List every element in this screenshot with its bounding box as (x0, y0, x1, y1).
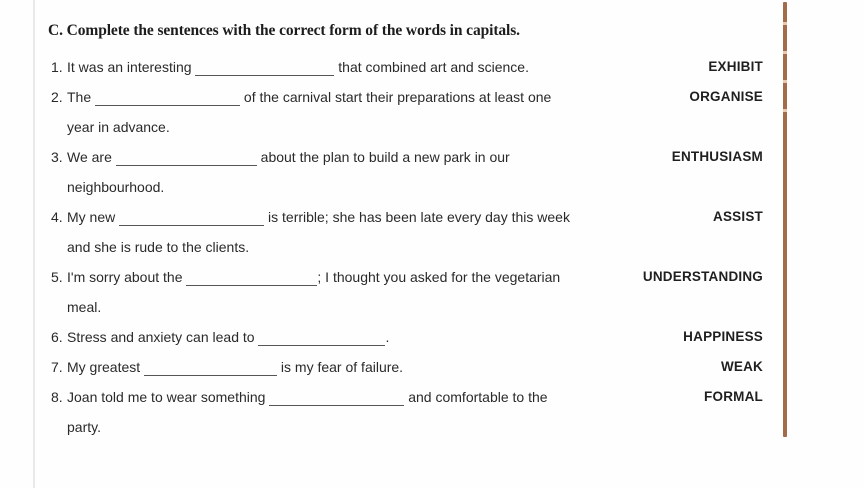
exercise-item (48, 322, 763, 352)
sentence-line (67, 412, 704, 442)
sentence-text: and she is rude to the clients. (67, 239, 250, 255)
item-sentence (67, 82, 689, 142)
sentence-text: ; I thought you asked for the vegetarian (317, 269, 561, 285)
sentence-line (67, 322, 683, 352)
sentence-line (67, 52, 708, 82)
item-capital-word: EXHIBIT (708, 59, 763, 74)
sentence-text: My new (67, 209, 120, 225)
sentence-text: We are (67, 149, 116, 165)
sentence-text: It was an interesting (67, 59, 196, 75)
exercise-title: C. Complete the sentences with the correct form of the words in capitals. (48, 22, 520, 39)
exercise-item (48, 82, 763, 142)
sentence-text: and comfortable to the (404, 389, 548, 405)
sentence-line (67, 142, 672, 172)
sentence-text: Joan told me to wear something (67, 389, 270, 405)
border-notch (783, 109, 787, 112)
sentence-line (67, 292, 643, 322)
exercise-item (48, 352, 763, 382)
sentence-text: is my fear of failure. (277, 359, 404, 375)
sentence-text: is terrible; she has been late every day this week (264, 209, 570, 225)
item-sentence (67, 52, 708, 82)
sentence-line (67, 82, 689, 112)
sentence-text: My greatest (67, 359, 145, 375)
border-notch (783, 80, 787, 83)
item-number: 8. (51, 389, 63, 405)
sentence-text: year in advance. (67, 119, 170, 135)
item-sentence (67, 262, 643, 322)
left-page-edge-line (33, 0, 35, 488)
sentence-text: The (67, 89, 96, 105)
item-capital-word: WEAK (720, 359, 763, 374)
exercise-item (48, 382, 763, 442)
border-notch (783, 51, 787, 54)
item-sentence (67, 142, 672, 202)
exercise-item-list (48, 52, 763, 442)
item-number: 7. (51, 359, 63, 375)
sentence-text: that combined art and science. (334, 59, 529, 75)
blank-line (195, 71, 334, 76)
sentence-line (67, 172, 672, 202)
item-number: 5. (51, 269, 63, 285)
blank-line (116, 161, 257, 166)
sentence-text: party. (67, 419, 101, 435)
blank-line (269, 401, 404, 406)
sentence-text: about the plan to build a new park in our (256, 149, 510, 165)
blank-line (144, 371, 277, 376)
item-capital-word: ASSIST (713, 209, 763, 224)
border-notch (783, 22, 787, 25)
item-number: 1. (51, 59, 63, 75)
sentence-text: neighbourhood. (67, 179, 165, 195)
exercise-item (48, 202, 763, 262)
item-sentence (67, 202, 713, 262)
item-number: 3. (51, 149, 63, 165)
sentence-text: Stress and anxiety can lead to (67, 329, 259, 345)
item-capital-word: UNDERSTANDING (642, 269, 763, 284)
item-sentence (67, 322, 683, 352)
sentence-line (67, 382, 704, 412)
item-number: 6. (51, 329, 63, 345)
sentence-text: . (385, 329, 390, 345)
item-sentence (67, 352, 721, 382)
item-sentence (67, 382, 704, 442)
item-capital-word: HAPPINESS (683, 329, 763, 344)
sentence-line (67, 232, 713, 262)
exercise-item (48, 52, 763, 82)
item-capital-word: ORGANISE (689, 89, 763, 104)
blank-line (95, 101, 240, 106)
item-capital-word: FORMAL (704, 389, 763, 404)
sentence-line (67, 202, 713, 232)
item-capital-word: ENTHUSIASM (671, 149, 763, 164)
sentence-line (67, 262, 643, 292)
sentence-text: of the carnival start their preparations at least one (240, 89, 552, 105)
exercise-item (48, 262, 763, 322)
blank-line (258, 341, 385, 346)
sentence-text: I'm sorry about the (67, 269, 187, 285)
sentence-line (67, 352, 721, 382)
sentence-line (67, 112, 689, 142)
right-border-line (783, 2, 787, 437)
item-number: 2. (51, 89, 63, 105)
blank-line (119, 221, 264, 226)
sentence-text: meal. (67, 299, 102, 315)
item-number: 4. (51, 209, 63, 225)
blank-line (186, 281, 317, 286)
exercise-item (48, 142, 763, 202)
